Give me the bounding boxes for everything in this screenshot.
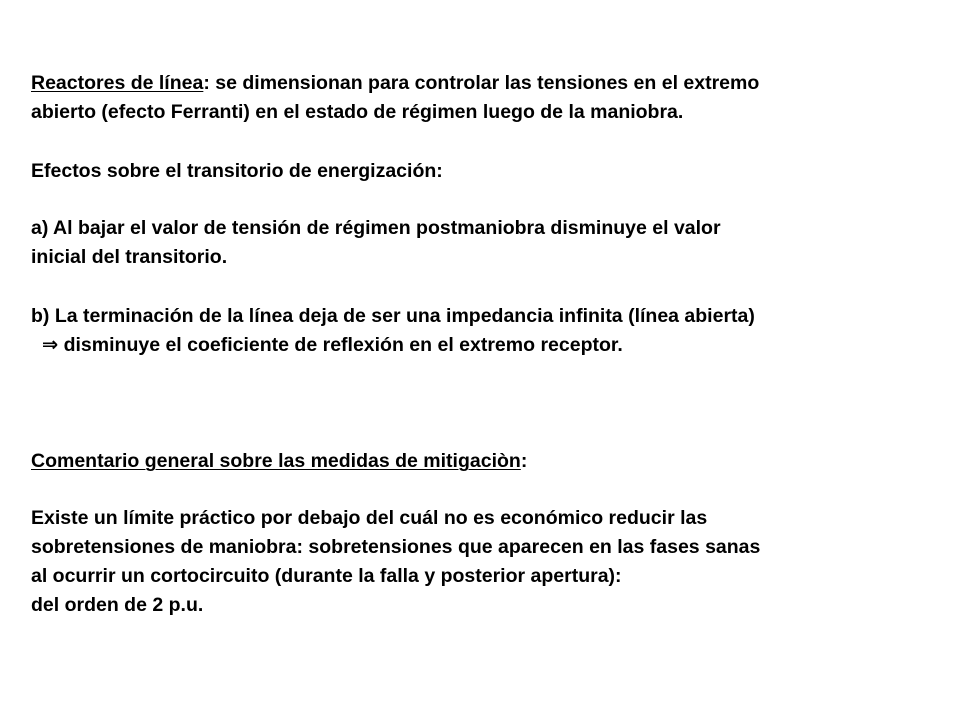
efectos-item-b [31,302,941,360]
efectos-item-a [31,214,941,272]
comentario-colon: : [520,450,528,472]
comentario-paragraph [31,504,941,620]
comentario-line-1: Existe un límite práctico por debajo del cuál no es económico reducir las [31,507,708,529]
efectos-a-line-1: a) Al bajar el valor de tensión de régimen postmaniobra disminuye el valor [31,217,721,239]
reactores-line-2: abierto (efecto Ferranti) en el estado de régimen luego de la maniobra. [31,101,684,123]
efectos-heading: Efectos sobre el transitorio de energización: [31,160,443,182]
reactores-text: : se dimensionan para controlar las tensiones en el extremo [203,72,760,94]
comentario-line-2: sobretensiones de maniobra: sobretensiones que aparecen en las fases sanas [31,536,761,558]
comentario-title: Comentario general sobre las medidas de mitigaciòn [31,450,521,472]
comentario-line-4: del orden de 2 p.u. [31,594,204,616]
efectos-a-line-2: inicial del transitorio. [31,246,228,268]
efectos-b-line-1: b) La terminación de la línea deja de ser una impedancia infinita (línea abierta) [31,305,755,327]
efectos-b-text: disminuye el coeficiente de reflexión en el extremo receptor. [58,334,623,356]
comentario-heading [31,447,941,476]
reactores-paragraph [31,69,941,127]
comentario-line-3: al ocurrir un cortocircuito (durante la falla y posterior apertura): [31,565,622,587]
implies-arrow-icon: ⇒ [41,334,59,356]
reactores-line-1 [31,69,941,98]
reactores-title: Reactores de línea [31,72,204,94]
efectos-b-line-2 [31,331,941,360]
